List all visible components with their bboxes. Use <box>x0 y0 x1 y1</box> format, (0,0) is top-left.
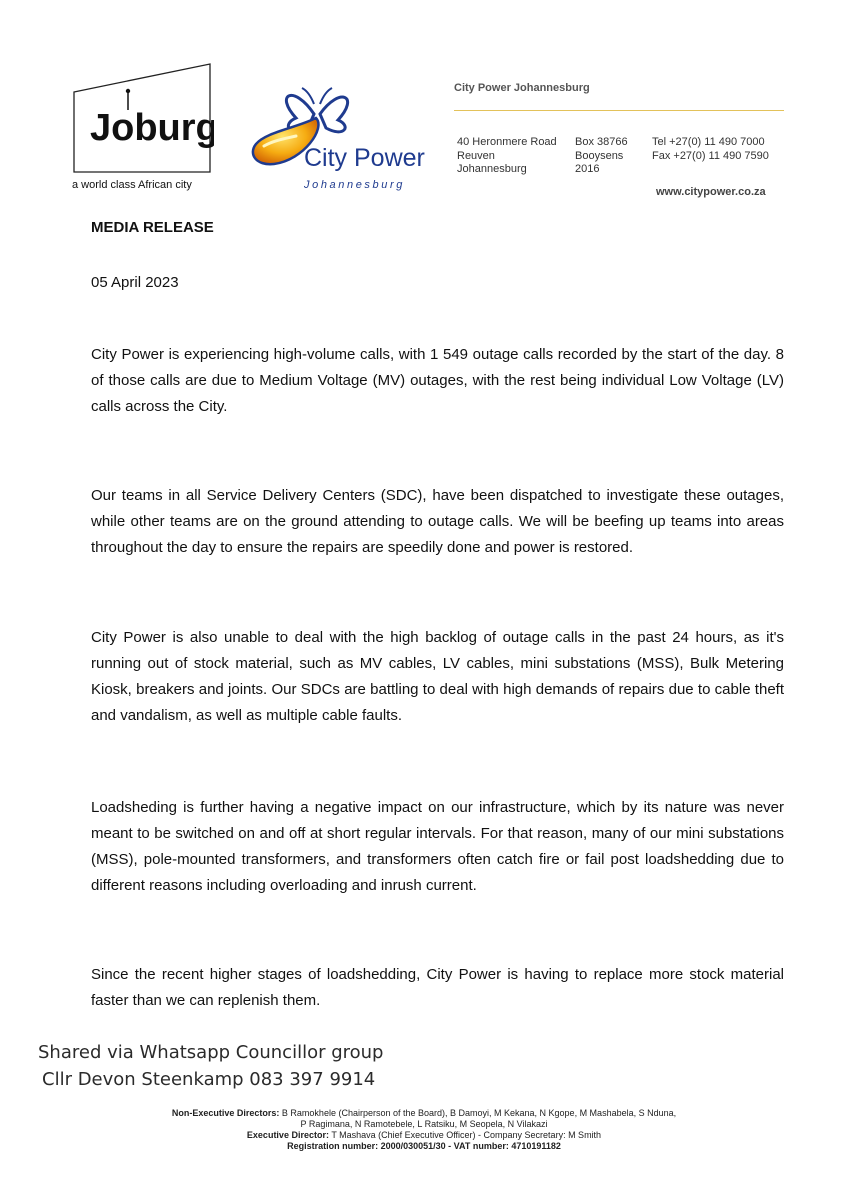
paragraph: Since the recent higher stages of loadshedding, City Power is having to replace more stock material faster than we can replenish them. <box>91 966 784 1009</box>
city-power-logo <box>244 84 440 196</box>
exec-director: T Mashava (Chief Executive Officer) - Company Secretary: M Smith <box>331 1130 602 1140</box>
release-date: 05 April 2023 <box>91 274 179 291</box>
address-box <box>575 136 628 177</box>
joburg-wordmark: Joburg <box>90 107 214 149</box>
tel-number: Tel +27(0) 11 490 7000 <box>652 136 765 148</box>
joburg-tagline: a world class African city <box>72 179 192 191</box>
fax-number: Fax +27(0) 11 490 7590 <box>652 149 769 162</box>
footer <box>100 1108 748 1152</box>
paragraph: City Power is also unable to deal with the high backlog of outage calls in the past 24 hours, as it's running out of stock material, such as MV cables, LV cables, mini substations (MSS), Bulk Metering Kiosk, breakers and joints. Our SDCs are battling to deal with high demands of repairs due to cable theft and vandalism, as well as multiple cable faults. <box>91 629 784 724</box>
paragraph: Our teams in all Service Delivery Centers (SDC), have been dispatched to investigate these outages, while other teams are on the ground attending to outage calls. We will be beefing up teams into areas throughout the day to ensure the repairs are speedily done and power is restored. <box>91 487 784 556</box>
address-line: 40 Heronmere Road <box>457 136 557 148</box>
address-line: Box 38766 <box>575 136 628 148</box>
address-line: 2016 <box>575 163 600 175</box>
company-name: City Power Johannesburg <box>454 82 590 94</box>
address-line: Booysens <box>575 149 624 162</box>
paragraph: City Power is experiencing high-volume calls, with 1 549 outage calls recorded by the start of the day. 8 of those calls are due to Medium Voltage (MV) outages, with the rest being individual Low Voltage (LV) calls across the City. <box>91 346 784 415</box>
joburg-logo <box>68 62 214 174</box>
website-link[interactable]: www.citypower.co.za <box>656 186 766 198</box>
exec-label: Executive Director: <box>246 1130 329 1140</box>
address-line: Johannesburg <box>457 163 527 175</box>
registration-info: Registration number: 2000/030051/30 - VAT number: 4710191182 <box>287 1141 561 1151</box>
nonexec-directors: B Ramokhele (Chairperson of the Board), B Damoyi, M Kekana, N Kgope, M Mashabela, S Nduna, <box>281 1108 677 1118</box>
contact-numbers <box>652 136 769 163</box>
release-title: MEDIA RELEASE <box>91 219 214 236</box>
address-line: Reuven <box>457 149 495 162</box>
shared-note: Shared via Whatsapp Councillor group <box>38 1042 384 1063</box>
city-power-name: City Power <box>304 144 425 172</box>
nonexec-label: Non-Executive Directors: <box>171 1108 280 1118</box>
header-divider <box>454 110 784 111</box>
councillor-contact: Cllr Devon Steenkamp 083 397 9914 <box>42 1069 376 1090</box>
nonexec-directors-cont: P Ragimana, N Ramotebele, L Ratsiku, M Seopela, N Vilakazi <box>300 1119 548 1129</box>
paragraph: Loadsheding is further having a negative impact on our infrastructure, which by its nature was never meant to be switched on and off at short regular intervals. For that reason, many of our mini substations (MSS), pole-mounted transformers, and transformers often catch fire or fail post loadshedding due to different reasons including overloading and inrush current. <box>91 799 784 894</box>
address-street <box>457 136 557 177</box>
city-power-sub: Johannesburg <box>304 179 405 191</box>
